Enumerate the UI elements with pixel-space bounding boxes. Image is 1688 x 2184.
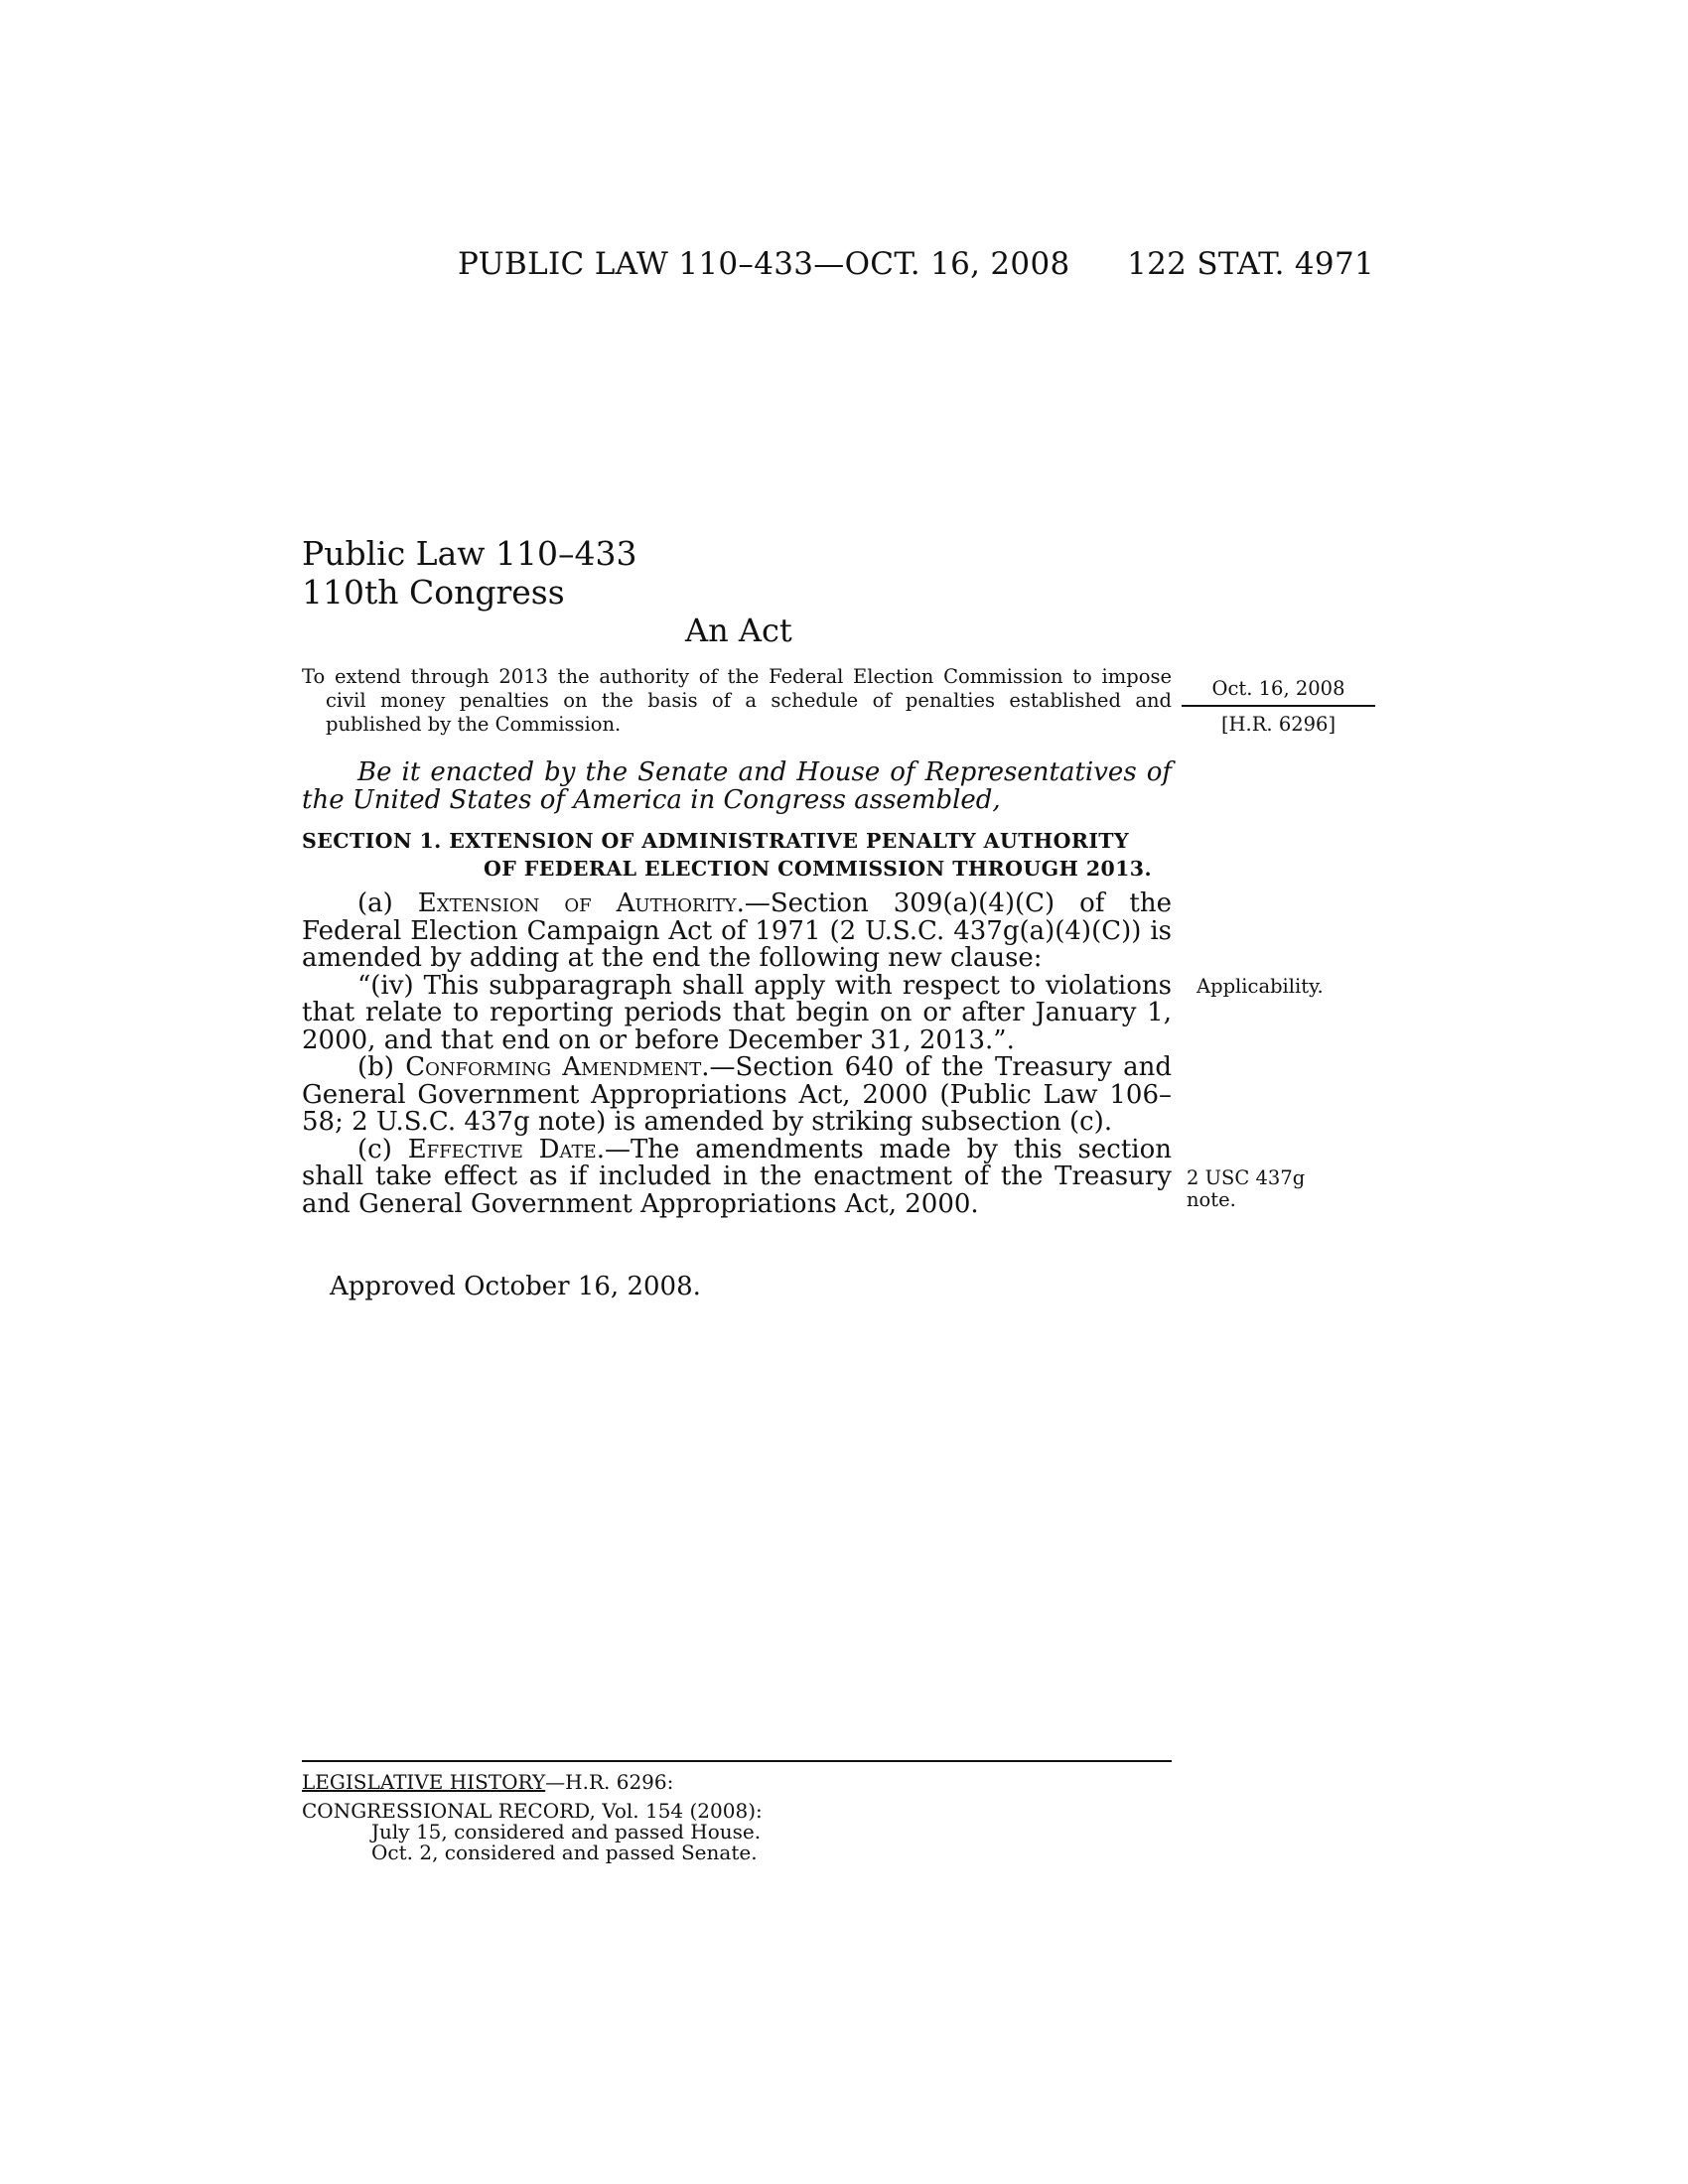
history-house-action: July 15, considered and passed House. (371, 1820, 762, 1843)
subsection-c (302, 1134, 1172, 1219)
margin-note-usc-line2: note. (1187, 1188, 1236, 1211)
long-title (302, 665, 1172, 737)
subsection-a (302, 890, 1172, 973)
public-law-title: Public Law 110–433 (302, 534, 637, 573)
subsection-c-caption: Effective Date (407, 1134, 597, 1164)
enacting-clause: Be it enacted by the Senate and House of Representatives of the United States of America in Congress assembled, (302, 757, 1172, 815)
long-title-rest: civil money penalties on the basis of a schedule of penalties established and published by the Commission. (326, 689, 1172, 736)
margin-note-usc (1187, 1167, 1326, 1211)
section-heading-line1: SECTION 1. EXTENSION OF ADMINISTRATIVE PENALTY AUTHORITY (302, 829, 1130, 853)
approval-date: Approved October 16, 2008. (330, 1272, 701, 1301)
running-head-citation: PUBLIC LAW 110–433—OCT. 16, 2008 (458, 246, 1070, 282)
margin-date: Oct. 16, 2008 (1211, 677, 1345, 700)
long-title-line1: To extend through 2013 the authority of the Federal Election Commission to impose (302, 665, 1172, 688)
section-heading (302, 827, 1172, 883)
subsection-b-text: .—Section 640 of the Treasury and General Government Appropriations Act, 2000 (Public Law 106–58; 2 U.S.C. 437g note) is amended by striking subsection (c). (302, 1052, 1172, 1137)
subsection-c-text: .—The amendments made by this section shall take effect as if included in the enactment of the Treasury and General Government Appropriations Act, 2000. (302, 1134, 1172, 1219)
margin-note-applicability: Applicability. (1196, 975, 1324, 998)
footnote-divider (302, 1760, 1172, 1762)
legislative-history-heading: LEGISLATIVE HISTORY (302, 1770, 546, 1794)
clause-iv: “(iv) This subparagraph shall apply with respect to violations that relate to reporting periods that begin on or after January 1, 2000, and that end on or before December 31, 2013.”. (302, 970, 1172, 1055)
subsection-b-caption: Conforming Amendment (405, 1052, 702, 1082)
congressional-record: CONGRESSIONAL RECORD, Vol. 154 (2008): (302, 1799, 763, 1823)
legislative-history-heading-line (302, 1772, 763, 1793)
long-title-text (302, 665, 1172, 737)
running-head-stat-page: 122 STAT. 4971 (1127, 246, 1374, 282)
subsection-a-label: (a) (357, 888, 418, 918)
subsection-a-caption: Extension of Authority (417, 888, 737, 918)
legislative-history-bill: —H.R. 6296: (545, 1770, 674, 1794)
section-body (302, 890, 1172, 1218)
subsection-b (302, 1054, 1172, 1137)
history-senate-action: Oct. 2, considered and passed Senate. (371, 1841, 758, 1864)
legislative-history (302, 1772, 763, 1863)
margin-bill-number: [H.R. 6296] (1220, 713, 1336, 736)
act-heading: An Act (685, 612, 792, 649)
congress-number: 110th Congress (302, 573, 565, 612)
margin-divider (1182, 705, 1375, 707)
subsection-c-label: (c) (357, 1134, 408, 1164)
subsection-a-text: .—Section 309(a)(4)(C) of the Federal Election Campaign Act of 1971 (2 U.S.C. 437g(a)(4)(C)) is amended by adding at the end the following new clause: (302, 888, 1173, 973)
section-heading-line2: OF FEDERAL ELECTION COMMISSION THROUGH 2013. (484, 857, 1153, 881)
subsection-b-label: (b) (357, 1052, 406, 1082)
margin-note-usc-line1: 2 USC 437g (1187, 1166, 1306, 1189)
